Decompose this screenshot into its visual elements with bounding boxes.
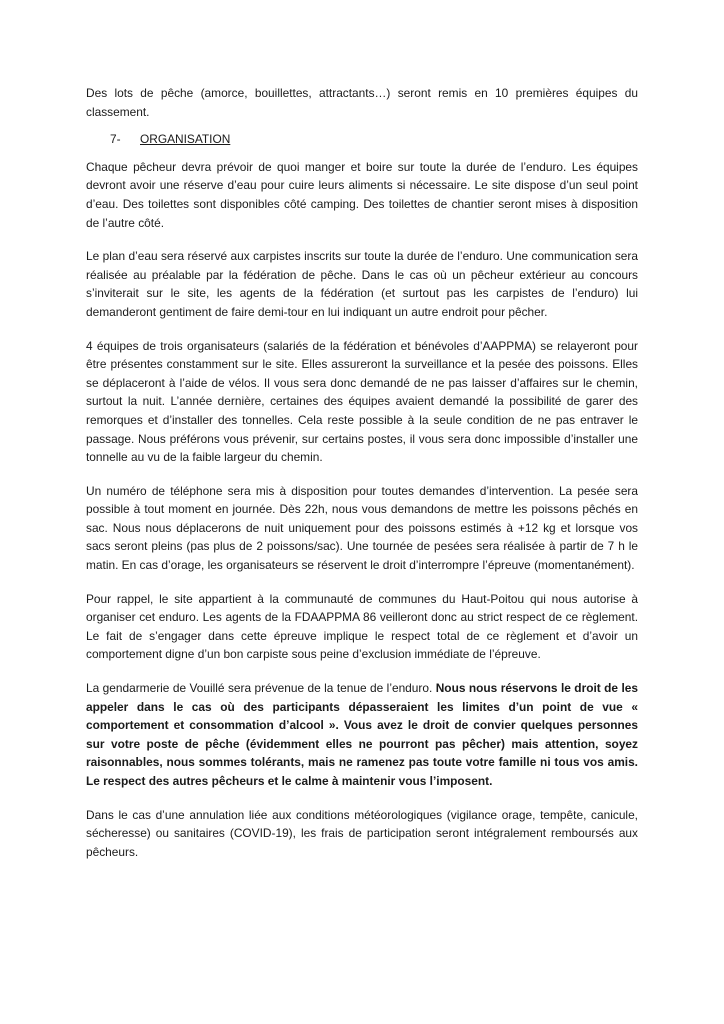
paragraph-gendarmerie — [86, 679, 638, 791]
document-page — [86, 84, 638, 876]
paragraph-pesee: Un numéro de téléphone sera mis à disposition pour toutes demandes d’intervention. La pesée sera possible à tout moment en journée. Dès 22h, nous vous demandons de mettre les poissons pêchés en sac. Nous nous déplacerons de nuit uniquement pour des poissons estimés à +12 kg et lorsque vos sacs seront pleins (pas plus de 2 poissons/sac). Une tournée de pesées sera réalisée à partir de 7 h le matin. En cas d’orage, les organisateurs se réservent le droit d’interrompre l’épreuve (momentanément). — [86, 483, 638, 573]
gendarmerie-text: La gendarmerie de Vouillé sera prévenue de la tenue de l’enduro. — [86, 681, 436, 696]
section-number: 7- — [110, 132, 121, 147]
gendarmerie-bold-text: Nous nous réservons le droit de les appeler dans le cas où des participants dépasseraient les limites d’un point de vue « comportement et consommation d’alcool ». Vous avez le droit de convier quelques personnes sur votre poste de pêche (évidemment elles ne pourront pas pêcher) mais attention, soyez raisonnables, nous sommes tolérants, mais ne ramenez pas toute votre famille ni tous vos amis. Le respect des autres pêcheurs et le calme à maintenir vous l’imposent. — [86, 681, 638, 788]
paragraph-plan-d-eau: Le plan d’eau sera réservé aux carpistes inscrits sur toute la durée de l’enduro. Une communication sera réalisée au préalable par la fédération de pêche. Dans le cas où un pêcheur extérieur au concours s’inviterait sur le site, les agents de la fédération (et surtout pas les carpistes de l’enduro) lui demanderont gentiment de faire demi-tour en lui indiquant un autre endroit pour pêcher. — [86, 249, 638, 319]
paragraph-annulation: Dans le cas d’une annulation liée aux conditions météorologiques (vigilance orage, tempête, canicule, sécheresse) ou sanitaires (COVID-19), les frais de participation seront intégralement remboursés aux pêcheurs. — [86, 807, 638, 859]
section-heading — [110, 130, 638, 149]
paragraph-rappel-site: Pour rappel, le site appartient à la communauté de communes du Haut-Poitou qui nous autorise à organiser cet enduro. Les agents de la FDAAPPMA 86 veilleront donc au strict respect de ce règlement. Le fait de s’engager dans cette épreuve implique le respect total de ce règlement et d’avoir un comportement digne d’un bon carpiste sous peine d’exclusion immédiate de l’épreuve. — [86, 591, 638, 662]
section-title: ORGANISATION — [140, 132, 231, 147]
paragraph-equipes-organisateurs: 4 équipes de trois organisateurs (salariés de la fédération et bénévoles d’AAPPMA) se relayeront pour être présentes constamment sur le site. Elles assureront la surveillance et la pesée des poissons. Elles se déplaceront à l’aide de vélos. Il vous sera donc demandé de ne pas laisser d’affaires sur le chemin, surtout la nuit. L’année dernière, certaines des équipes avaient demandé la possibilité de garer des remorques et d’installer des tonnelles. Cela reste possible à la seule condition de ne pas entraver le passage. Nous préférons vous prévenir, sur certains postes, il vous sera donc impossible d’installer une tonnelle au vu de la faible largeur du chemin. — [86, 338, 638, 465]
paragraph-lots-de-peche: Des lots de pêche (amorce, bouillettes, attractants…) seront remis en 10 premières équipes du classement. — [86, 86, 638, 119]
paragraph-provisions: Chaque pêcheur devra prévoir de quoi manger et boire sur toute la durée de l’enduro. Les équipes devront avoir une réserve d’eau pour cuire leurs aliments si nécessaire. Le site dispose d’un seul point d’eau. Des toilettes sont disponibles côté camping. Des toilettes de chantier seront mises à disposition de l’autre côté. — [86, 159, 638, 230]
